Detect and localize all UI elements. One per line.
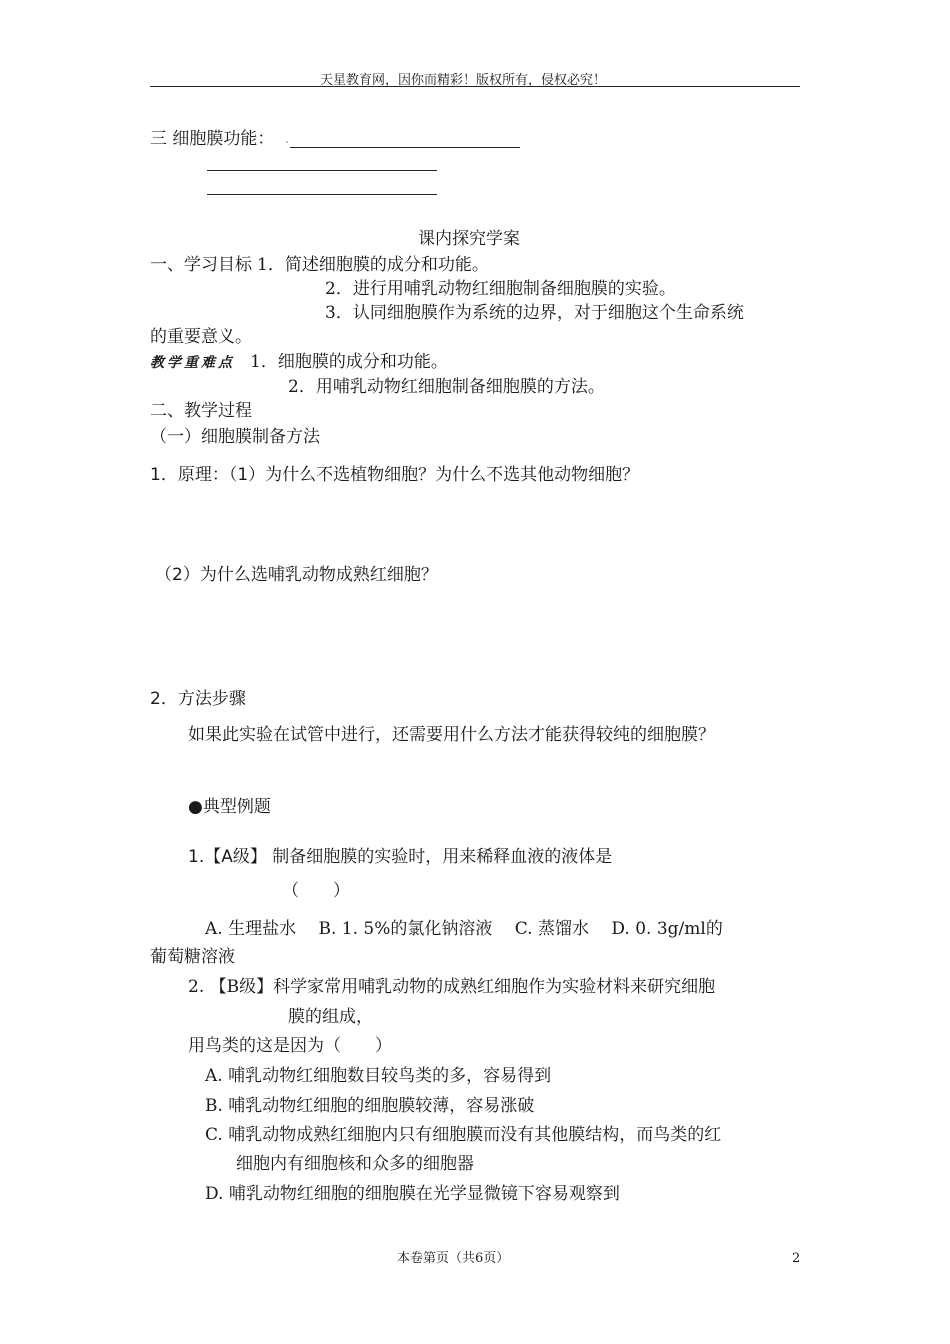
blank-line-1	[290, 147, 520, 148]
goals-label: 一、学习目标	[150, 255, 252, 275]
example-2-option-d: D. 哺乳动物红细胞的细胞膜在光学显微镜下容易观察到	[205, 1184, 620, 1204]
example-1-paren: （ ）	[282, 881, 350, 901]
example-2-stem-line3: 用鸟类的这是因为（ ）	[188, 1036, 392, 1056]
process-label: 二、教学过程	[150, 401, 252, 421]
page-header: 天星教育网，因你而精彩！版权所有，侵权必究！	[320, 73, 607, 88]
page-footer: 本卷第页（共6页）	[397, 1251, 510, 1266]
goal-item-3-cont: 的重要意义。	[150, 327, 252, 347]
page-number: 2	[792, 1251, 801, 1266]
process-sub1: （一）细胞膜制备方法	[150, 427, 320, 447]
example-1-options-cont: 葡萄糖溶液	[150, 947, 235, 967]
example-1-options: A. 生理盐水 B. 1. 5%的氯化钠溶液 C. 蒸馏水 D. 0. 3g/ml的	[205, 919, 723, 939]
goal-item-3: 3．认同细胞膜作为系统的边界，对于细胞这个生命系统	[325, 303, 744, 323]
goal-item-2: 2．进行用哺乳动物红细胞制备细胞膜的实验。	[325, 279, 676, 299]
example-2-option-c: C. 哺乳动物成熟红细胞内只有细胞膜而没有其他膜结构，而鸟类的红	[205, 1125, 722, 1145]
question-2: （2）为什么选哺乳动物成熟红细胞？	[155, 565, 438, 585]
page-title: 课内探究学案	[418, 229, 520, 249]
example-1-stem: 1.【A级】 制备细胞膜的实验时，用来稀释血液的液体是	[188, 847, 613, 867]
example-2-option-b: B. 哺乳动物红细胞的细胞膜较薄，容易涨破	[205, 1096, 535, 1116]
header-rule	[150, 86, 800, 87]
example-2-stem: 2. 【B级】科学家常用哺乳动物的成熟红细胞作为实验材料来研究细胞	[188, 977, 716, 997]
examples-label: ●典型例题	[188, 797, 271, 817]
section3-label: 三 细胞膜功能：	[150, 129, 275, 149]
section3-mark: .	[285, 131, 290, 147]
question-1: 1．原理：（1）为什么不选植物细胞？为什么不选其他动物细胞？	[150, 465, 640, 485]
step-2-label: 2．方法步骤	[150, 689, 246, 709]
example-2-stem-cont: 膜的组成，	[288, 1007, 373, 1027]
keypoint-item-1: 1．细胞膜的成分和功能。	[250, 352, 448, 372]
example-2-option-c-cont: 细胞内有细胞核和众多的细胞器	[236, 1154, 474, 1174]
blank-line-2	[207, 170, 437, 171]
keypoints-label: 教学重难点	[150, 355, 235, 371]
example-2-option-a: A. 哺乳动物红细胞数目较鸟类的多，容易得到	[205, 1066, 552, 1086]
goal-item-1: 1．简述细胞膜的成分和功能。	[257, 255, 489, 275]
step-2-question: 如果此实验在试管中进行，还需要用什么方法才能获得较纯的细胞膜？	[188, 725, 715, 745]
keypoint-item-2: 2．用哺乳动物红细胞制备细胞膜的方法。	[288, 377, 605, 397]
blank-line-3	[207, 194, 437, 195]
